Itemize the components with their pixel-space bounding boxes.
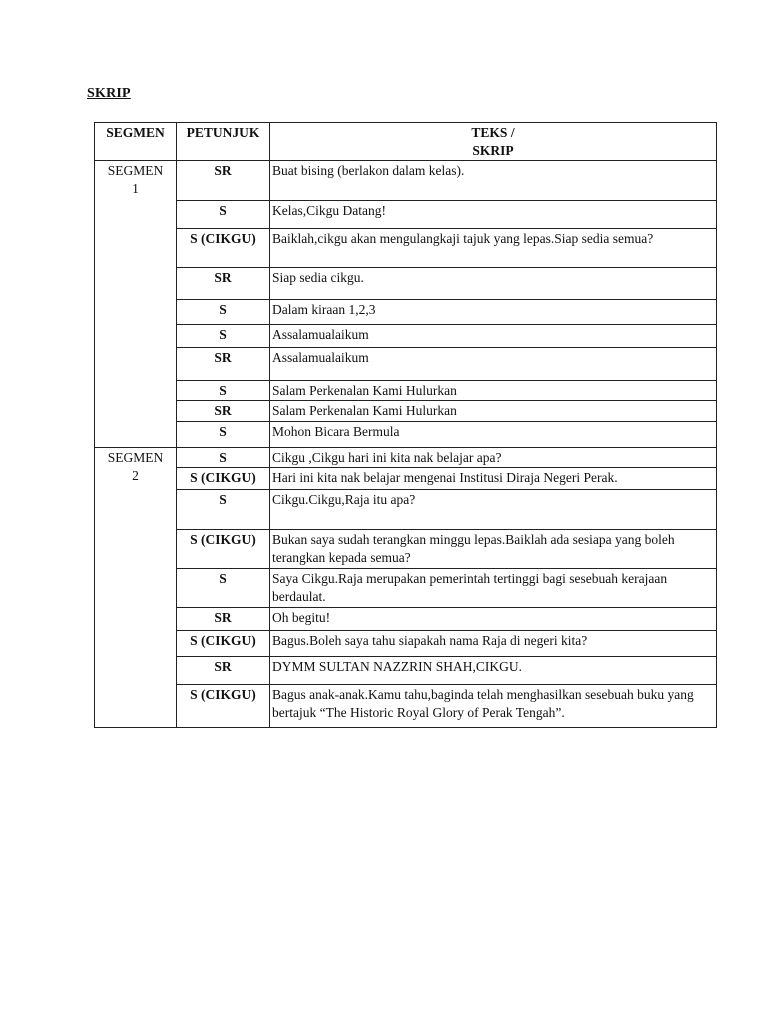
petunjuk-cell: SR: [177, 657, 270, 685]
teks-cell: Kelas,Cikgu Datang!: [270, 201, 717, 229]
petunjuk-cell: S (CIKGU): [177, 685, 270, 728]
teks-cell: Cikgu.Cikgu,Raja itu apa?: [270, 490, 717, 530]
table-row: [95, 631, 717, 657]
petunjuk-cell: S (CIKGU): [177, 468, 270, 490]
petunjuk-cell: S: [177, 569, 270, 608]
petunjuk-cell: S: [177, 381, 270, 401]
table-row: [95, 468, 717, 490]
segment-label: [95, 448, 177, 728]
teks-cell: Assalamualaikum: [270, 325, 717, 348]
table-row: [95, 268, 717, 300]
teks-cell: Assalamualaikum: [270, 348, 717, 381]
table-row: [95, 569, 717, 608]
teks-cell: Hari ini kita nak belajar mengenai Institusi Diraja Negeri Perak.: [270, 468, 717, 490]
segment-label: [95, 161, 177, 448]
petunjuk-cell: S: [177, 448, 270, 468]
header-teks: [270, 123, 717, 161]
petunjuk-cell: SR: [177, 608, 270, 631]
petunjuk-cell: S (CIKGU): [177, 530, 270, 569]
petunjuk-cell: S: [177, 201, 270, 229]
petunjuk-cell: S (CIKGU): [177, 229, 270, 268]
table-row: [95, 161, 717, 201]
petunjuk-cell: S: [177, 325, 270, 348]
teks-cell: Bagus.Boleh saya tahu siapakah nama Raja di negeri kita?: [270, 631, 717, 657]
teks-cell: Dalam kiraan 1,2,3: [270, 300, 717, 325]
teks-cell: Mohon Bicara Bermula: [270, 422, 717, 448]
header-row: [95, 123, 717, 161]
header-segmen: SEGMEN: [95, 123, 177, 161]
segment-label-line2: 1: [132, 181, 139, 196]
header-teks-line1: TEKS /: [471, 125, 515, 140]
teks-cell: Oh begitu!: [270, 608, 717, 631]
table-row: [95, 530, 717, 569]
table-row: [95, 401, 717, 422]
teks-cell: Buat bising (berlakon dalam kelas).: [270, 161, 717, 201]
table-row: [95, 448, 717, 468]
document-title: SKRIP: [87, 86, 131, 101]
teks-cell: Baiklah,cikgu akan mengulangkaji tajuk yang lepas.Siap sedia semua?: [270, 229, 717, 268]
petunjuk-cell: S: [177, 422, 270, 448]
teks-cell: Bagus anak-anak.Kamu tahu,baginda telah menghasilkan sesebuah buku yang bertajuk “The Historic Royal Glory of Perak Tengah”.: [270, 685, 717, 728]
teks-cell: Salam Perkenalan Kami Hulurkan: [270, 401, 717, 422]
table-row: [95, 490, 717, 530]
table-row: [95, 381, 717, 401]
teks-cell: Siap sedia cikgu.: [270, 268, 717, 300]
petunjuk-cell: S: [177, 490, 270, 530]
table-row: [95, 608, 717, 631]
table-row: [95, 348, 717, 381]
table-row: [95, 325, 717, 348]
petunjuk-cell: SR: [177, 401, 270, 422]
teks-cell: Cikgu ,Cikgu hari ini kita nak belajar apa?: [270, 448, 717, 468]
petunjuk-cell: S: [177, 300, 270, 325]
table-row: [95, 422, 717, 448]
segment-label-line1: SEGMEN: [107, 450, 164, 465]
segment-label-line2: 2: [132, 468, 139, 483]
table-row: [95, 300, 717, 325]
teks-cell: DYMM SULTAN NAZZRIN SHAH,CIKGU.: [270, 657, 717, 685]
header-teks-line2: SKRIP: [472, 143, 514, 158]
teks-cell: Bukan saya sudah terangkan minggu lepas.Baiklah ada sesiapa yang boleh terangkan kepada semua?: [270, 530, 717, 569]
table-row: [95, 201, 717, 229]
petunjuk-cell: S (CIKGU): [177, 631, 270, 657]
teks-cell: Saya Cikgu.Raja merupakan pemerintah tertinggi bagi sesebuah kerajaan berdaulat.: [270, 569, 717, 608]
teks-cell: Salam Perkenalan Kami Hulurkan: [270, 381, 717, 401]
petunjuk-cell: SR: [177, 348, 270, 381]
segment-label-line1: SEGMEN: [107, 163, 164, 178]
petunjuk-cell: SR: [177, 161, 270, 201]
table-row: [95, 657, 717, 685]
table-row: [95, 229, 717, 268]
script-table: [94, 122, 717, 728]
table-row: [95, 685, 717, 728]
header-petunjuk: PETUNJUK: [177, 123, 270, 161]
petunjuk-cell: SR: [177, 268, 270, 300]
